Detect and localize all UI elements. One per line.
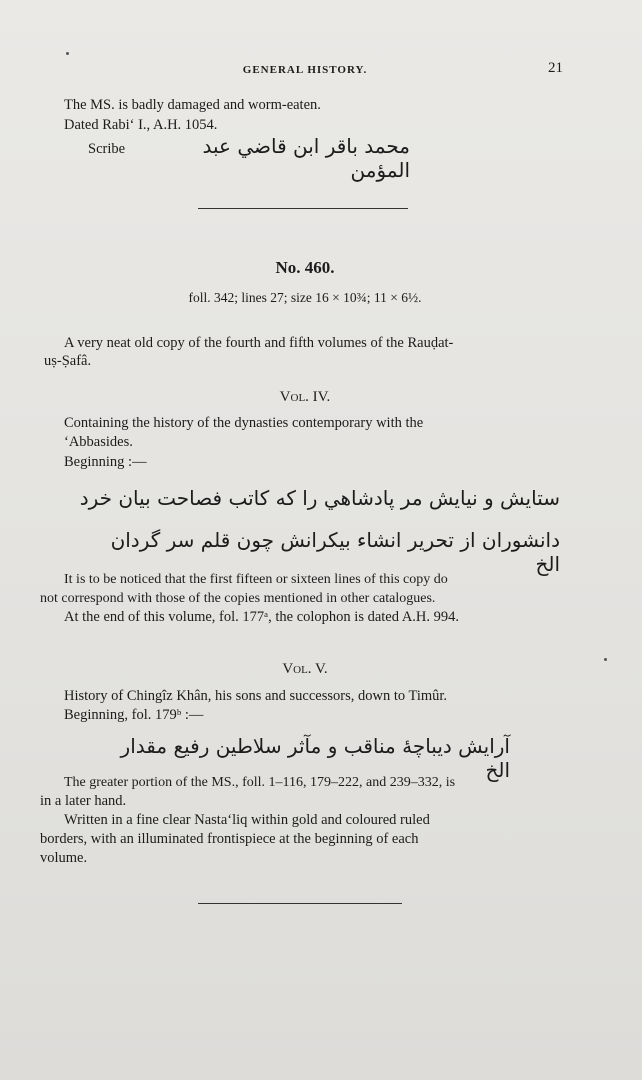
entry-number: No. 460.	[275, 258, 335, 277]
volume-heading: Vol. IV.	[279, 389, 331, 405]
script-note-cont: borders, with an illuminated frontispiece at the beginning of each	[40, 831, 419, 847]
hand-note-cont: in a later hand.	[40, 793, 127, 809]
collation: foll. 342; lines 27; size 16 × 10¾; 11 × 6½.	[188, 290, 422, 305]
page-number: 21	[548, 60, 563, 76]
script-note: Written in a fine clear Nasta‘liq within gold and coloured ruled	[64, 812, 430, 828]
script-note-end: volume.	[40, 850, 88, 866]
incipit-arabic: آرايش ديباچهٔ مناقب و مآثر سلاطين رفيع مقدار الخ	[120, 734, 510, 782]
colophon-note: At the end of this volume, fol. 177ᵃ, the colophon is dated A.H. 994.	[64, 609, 460, 625]
description-line-1: A very neat old copy of the fourth and fifth volumes of the Rauḍat-	[64, 335, 454, 351]
section-divider	[198, 903, 402, 904]
damage-note: The MS. is badly damaged and worm-eaten.	[64, 97, 321, 113]
scribe-label: Scribe	[88, 141, 126, 157]
hand-note: The greater portion of the MS., foll. 1–116, 179–222, and 239–332, is	[64, 775, 456, 790]
volume-contents-cont: ‘Abbasides.	[64, 434, 133, 450]
note-line: It is to be noticed that the first fifteen or sixteen lines of this copy do	[64, 572, 448, 587]
note-line: not correspond with those of the copies mentioned in other catalogues.	[40, 591, 436, 606]
incipit-arabic-line-2: دانشوران از تحرير انشاء بيكرانش چون قلم سر گردان الخ	[110, 528, 560, 576]
speck	[66, 52, 69, 55]
description-line-2: uṣ-Ṣafâ.	[44, 353, 92, 369]
running-title: GENERAL HISTORY.	[242, 64, 368, 76]
volume-contents: Containing the history of the dynasties contemporary with the	[64, 415, 424, 431]
incipit-arabic-line-1: ستايش و نيايش مر پادشاهي را كه كاتب فصاحت بيان خرد	[79, 486, 560, 510]
volume-contents: History of Chingîz Khân, his sons and successors, down to Timûr.	[64, 688, 448, 704]
beginning-label: Beginning :—	[64, 454, 147, 470]
scribe-name-arabic: محمد باقر ابن قاضي عبد المؤمن	[202, 134, 410, 182]
date-note: Dated Rabi‘ I., A.H. 1054.	[64, 117, 218, 133]
beginning-label: Beginning, fol. 179ᵇ :—	[64, 707, 204, 723]
volume-heading: Vol. V.	[282, 661, 328, 677]
section-divider	[198, 208, 408, 209]
